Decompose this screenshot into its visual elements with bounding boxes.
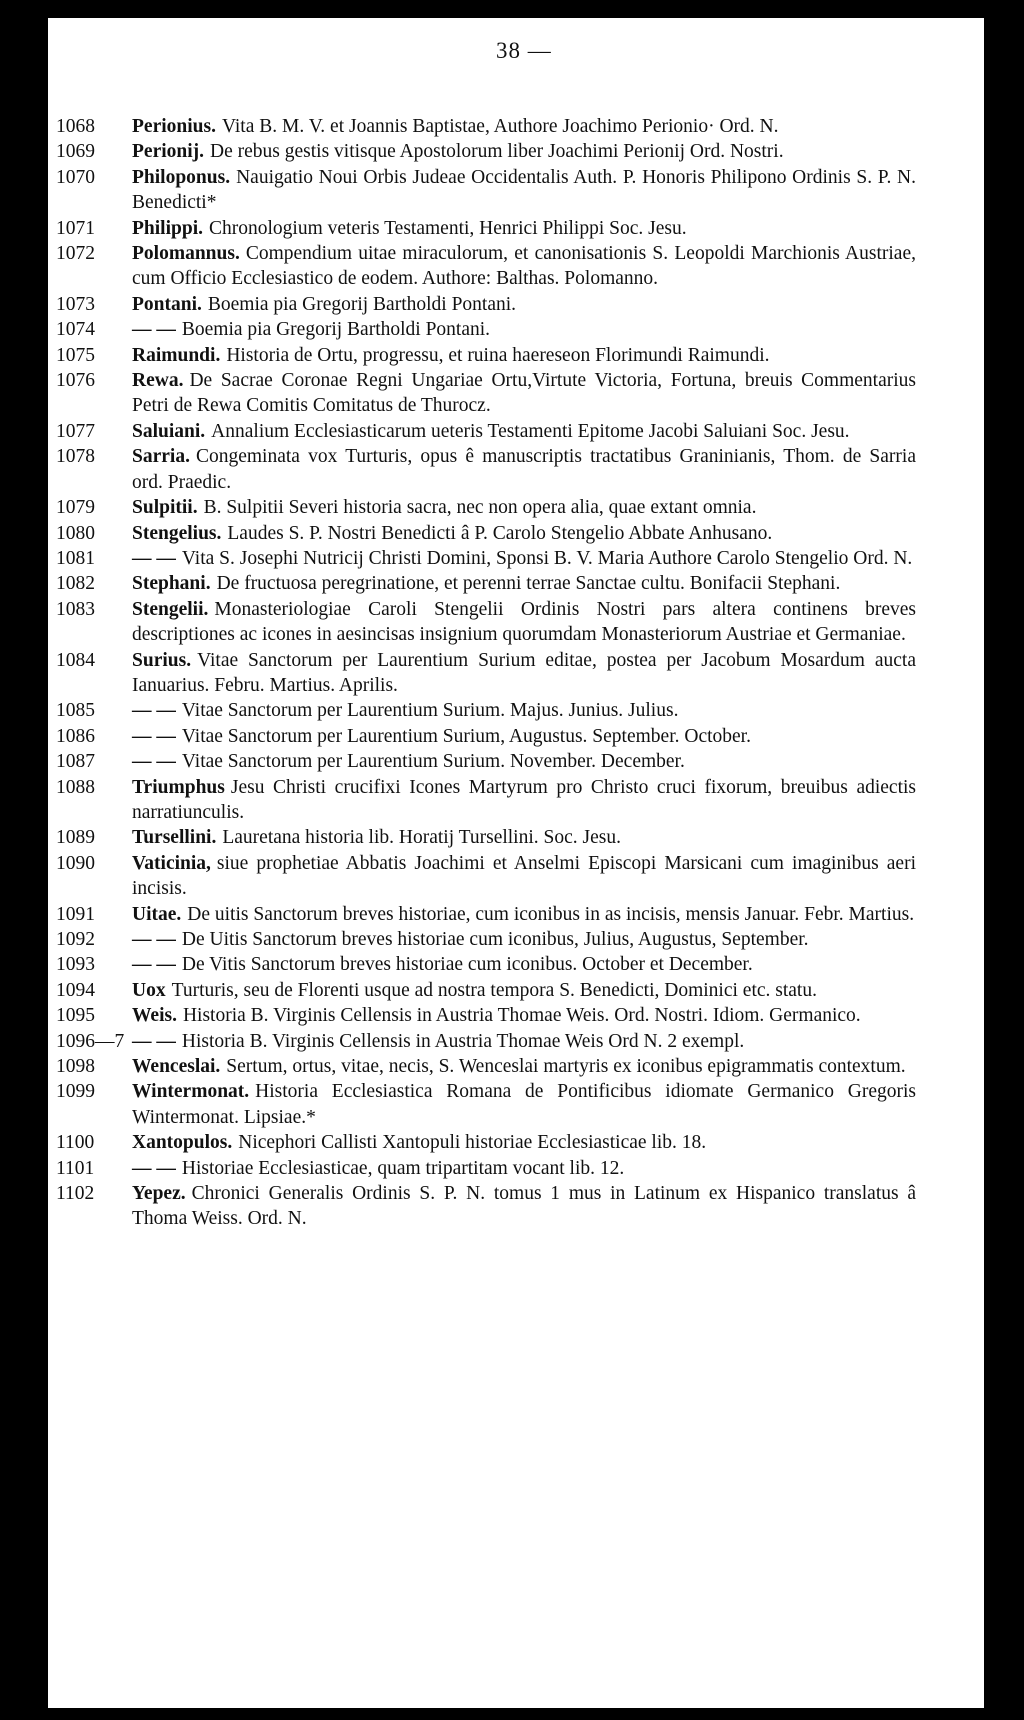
- entry-title: Compendium uitae miraculorum, et canonisationis S. Leopoldi Marchionis Austriae, cum Officio Ecclesiastico de eodem. Authore: Balthas. Polomanno.: [132, 243, 916, 290]
- entry-body: [132, 952, 916, 977]
- entry-title: De Sacrae Coronae Regni Ungariae Ortu,Virtute Victoria, Fortuna, breuis Commentarius Petri de Rewa Comitis Comitatus de Thurocz.: [132, 370, 916, 417]
- entry-body: [132, 1130, 916, 1155]
- entry-body: [132, 851, 916, 902]
- entry-author: Perionij.: [132, 141, 205, 163]
- catalog-entry: [56, 597, 916, 648]
- entry-title: Vita S. Josephi Nutricij Christi Domini, Sponsi B. V. Maria Authore Carolo Stengelio Ord. N.: [181, 547, 913, 569]
- entry-number: 1078: [56, 446, 95, 468]
- catalog-entry: [56, 114, 916, 139]
- catalog-entry: [56, 419, 916, 444]
- catalog-entry: [56, 1079, 916, 1130]
- entry-title: Jesu Christi crucifixi Icones Martyrum pro Christo cruci fixorum, breuibus adiectis narratiunculis.: [132, 776, 916, 823]
- entry-title: Boemia pia Gregorij Bartholdi Pontani.: [207, 293, 517, 315]
- catalog-entry: [56, 1029, 916, 1054]
- entry-body: [132, 775, 916, 826]
- catalog-entry: [56, 1130, 916, 1155]
- entry-author: Sarria.: [132, 446, 190, 468]
- entry-number: 1076: [56, 370, 95, 392]
- catalog-entry: [56, 749, 916, 774]
- entry-author: — —: [132, 547, 176, 569]
- catalog-entry: [56, 698, 916, 723]
- entry-body: [132, 927, 916, 952]
- entry-number: 1086: [56, 725, 95, 747]
- entry-body: [132, 902, 916, 927]
- entry-title: Annalium Ecclesiasticarum ueteris Testamenti Epitome Jacobi Saluiani Soc. Jesu.: [211, 420, 850, 442]
- entry-body: [132, 1156, 916, 1181]
- catalog-entry: [56, 495, 916, 520]
- entry-number: 1091: [56, 903, 95, 925]
- entry-body: [132, 495, 916, 520]
- entry-body: [132, 368, 916, 419]
- catalog-entry: [56, 1054, 916, 1079]
- catalog-entry: [56, 546, 916, 571]
- entry-author: Stengelii.: [132, 598, 209, 620]
- entry-number: 1089: [56, 827, 95, 849]
- entry-author: Philippi.: [132, 217, 203, 239]
- entry-title: Historia Ecclesiastica Romana de Pontificibus idiomate Germanico Gregoris Wintermonat. Lipsiae.*: [132, 1081, 916, 1128]
- entry-body: [132, 343, 916, 368]
- catalog-entry: [56, 368, 916, 419]
- entry-title: Historia B. Virginis Cellensis in Austria Thomae Weis. Ord. Nostri. Idiom. Germanico.: [182, 1005, 861, 1027]
- entry-body: [132, 419, 916, 444]
- entry-title: Historiae Ecclesiasticae, quam tripartitam vocant lib. 12.: [181, 1157, 625, 1179]
- entry-title: Lauretana historia lib. Horatij Tursellini. Soc. Jesu.: [222, 827, 621, 849]
- entry-title: Turturis, seu de Florenti usque ad nostra tempora S. Benedicti, Dominici etc. statu.: [171, 979, 817, 1001]
- entry-author: Weis.: [132, 1005, 177, 1027]
- entry-author: Pontani.: [132, 293, 202, 315]
- entry-body: [132, 978, 916, 1003]
- entry-title: Nauigatio Noui Orbis Judeae Occidentalis Auth. P. Honoris Philipono Ordinis S. P. N. Benedicti*: [132, 166, 916, 214]
- entry-body: [132, 724, 916, 749]
- entry-body: [132, 241, 916, 292]
- entry-title: Laudes S. P. Nostri Benedicti â P. Carolo Stengelio Abbate Anhusano.: [227, 522, 773, 544]
- entry-number: 1085: [56, 700, 95, 722]
- entry-title: Vitae Sanctorum per Laurentium Surium. November. December.: [181, 751, 685, 773]
- entry-number: 1096—7: [56, 1030, 125, 1052]
- catalog-entry: [56, 292, 916, 317]
- entry-author: Wintermonat.: [132, 1081, 250, 1103]
- catalog-entry: [56, 1181, 916, 1232]
- entry-title: siue prophetiae Abbatis Joachimi et Anselmi Episcopi Marsicani cum imaginibus aeri incisis.: [132, 852, 916, 900]
- entry-number: 1087: [56, 751, 95, 773]
- entry-author: Uox: [132, 979, 166, 1001]
- entry-title: Vitae Sanctorum per Laurentium Surium, Augustus. September. October.: [181, 725, 751, 747]
- page-number: 38 —: [496, 38, 552, 63]
- entry-number: 1070: [56, 166, 95, 188]
- entry-author: Rewa.: [132, 370, 184, 392]
- entry-title: Boemia pia Gregorij Bartholdi Pontani.: [181, 319, 491, 341]
- entry-title: De Vitis Sanctorum breves historiae cum iconibus. October et December.: [181, 954, 753, 976]
- entry-number: 1099: [56, 1081, 95, 1103]
- entry-title: Monasteriologiae Caroli Stengelii Ordinis Nostri pars altera continens breves descriptiones ac icones in aesincisas insignium quorumdam Monasteriorum Austriae et Germaniae.: [132, 598, 916, 646]
- entry-number: 1098: [56, 1056, 95, 1078]
- catalog-entry: [56, 648, 916, 699]
- entry-title: Vita B. M. V. et Joannis Baptistae, Authore Joachimo Perionio· Ord. N.: [221, 116, 779, 137]
- entry-body: [132, 216, 916, 241]
- entry-author: Triumphus: [132, 776, 225, 798]
- catalog-entry: [56, 952, 916, 977]
- entry-author: Surius.: [132, 649, 192, 671]
- entry-number: 1081: [56, 547, 95, 569]
- entry-number: 1074: [56, 319, 95, 341]
- catalog-entry: [56, 571, 916, 596]
- entry-number: 1073: [56, 293, 95, 315]
- entry-title: De Uitis Sanctorum breves historiae cum iconibus, Julius, Augustus, September.: [181, 929, 809, 950]
- catalog-entry: [56, 165, 916, 216]
- entry-number: 1075: [56, 344, 95, 366]
- entry-title: Vitae Sanctorum per Laurentium Surium. Majus. Junius. Julius.: [181, 700, 679, 722]
- entry-title: Congeminata vox Turturis, opus ê manuscriptis tractatibus Graninianis, Thom. de Sarria ord. Praedic.: [132, 446, 916, 493]
- catalog-entry: [56, 927, 916, 952]
- entry-body: [132, 1054, 916, 1079]
- entry-number: 1084: [56, 649, 95, 671]
- entry-title: Sertum, ortus, vitae, necis, S. Wenceslai martyris ex iconibus epigrammatis contextum.: [226, 1056, 906, 1078]
- entry-author: — —: [132, 700, 176, 722]
- entry-body: [132, 1003, 916, 1028]
- entry-body: [132, 648, 916, 699]
- entry-body: [132, 1079, 916, 1130]
- catalog-entry: [56, 1003, 916, 1028]
- entry-author: Philoponus.: [132, 166, 231, 188]
- entry-title: De fructuosa peregrinatione, et perenni terrae Sanctae cultu. Bonifacii Stephani.: [216, 573, 841, 595]
- entry-number: 1080: [56, 522, 95, 544]
- catalog-entry: [56, 825, 916, 850]
- catalog-entry: [56, 1156, 916, 1181]
- entry-number: 1068: [56, 116, 95, 137]
- entry-body: [132, 114, 916, 139]
- catalog-entry: [56, 902, 916, 927]
- entry-number: 1082: [56, 573, 95, 595]
- entry-author: — —: [132, 751, 176, 773]
- entry-body: [132, 292, 916, 317]
- entry-author: Xantopulos.: [132, 1132, 233, 1154]
- entry-body: [132, 698, 916, 723]
- entry-author: Yepez.: [132, 1183, 186, 1205]
- catalog-entry: [56, 317, 916, 342]
- entry-number: 1083: [56, 598, 95, 620]
- entry-author: — —: [132, 725, 176, 747]
- entry-author: — —: [132, 319, 176, 341]
- catalog-entry: [56, 139, 916, 164]
- entry-number: 1100: [56, 1132, 95, 1154]
- entry-number: 1090: [56, 852, 95, 874]
- entry-body: [132, 521, 916, 546]
- catalog-entry: [56, 775, 916, 826]
- entry-author: Sulpitii.: [132, 497, 198, 519]
- catalog-entry: [56, 444, 916, 495]
- entry-body: [132, 571, 916, 596]
- entry-list: [56, 114, 916, 1232]
- entry-number: 1079: [56, 497, 95, 519]
- entry-number: 1077: [56, 420, 95, 442]
- entry-number: 1094: [56, 979, 95, 1001]
- entry-number: 1095: [56, 1005, 95, 1027]
- entry-number: 1093: [56, 954, 95, 976]
- entry-author: Tursellini.: [132, 827, 217, 849]
- entry-title: Chronici Generalis Ordinis S. P. N. tomus 1 mus in Latinum ex Hispanico translatus â Thoma Weiss. Ord. N.: [132, 1183, 916, 1230]
- entry-body: [132, 1029, 916, 1054]
- entry-number: 1072: [56, 243, 95, 265]
- entry-title: B. Sulpitii Severi historia sacra, nec non opera alia, quae extant omnia.: [203, 497, 757, 519]
- entry-body: [132, 444, 916, 495]
- catalog-entry: [56, 343, 916, 368]
- entry-body: [132, 749, 916, 774]
- entry-author: — —: [132, 1157, 176, 1179]
- entry-author: Stephani.: [132, 573, 211, 595]
- entry-number: 1069: [56, 141, 95, 163]
- entry-number: 1101: [56, 1157, 95, 1179]
- entry-author: Uitae.: [132, 903, 182, 925]
- entry-body: [132, 317, 916, 342]
- entry-number: 1071: [56, 217, 95, 239]
- entry-title: Historia de Ortu, progressu, et ruina haereseon Florimundi Raimundi.: [226, 344, 770, 366]
- entry-body: [132, 825, 916, 850]
- entry-title: Chronologium veteris Testamenti, Henrici Philippi Soc. Jesu.: [209, 217, 687, 239]
- entry-author: — —: [132, 1030, 176, 1052]
- entry-number: 1088: [56, 776, 95, 798]
- entry-body: [132, 597, 916, 648]
- catalog-entry: [56, 241, 916, 292]
- entry-author: Raimundi.: [132, 344, 221, 366]
- entry-author: Vaticinia,: [132, 852, 211, 874]
- entry-author: Wenceslai.: [132, 1056, 221, 1078]
- catalog-page: [48, 18, 984, 1708]
- entry-body: [132, 1181, 916, 1232]
- entry-author: — —: [132, 929, 176, 950]
- catalog-entry: [56, 978, 916, 1003]
- entry-number: 1102: [56, 1183, 95, 1205]
- entry-body: [132, 165, 916, 216]
- entry-title: De uitis Sanctorum breves historiae, cum iconibus in as incisis, mensis Januar. Febr. Martius.: [187, 903, 915, 925]
- entry-author: — —: [132, 954, 176, 976]
- entry-body: [132, 546, 916, 571]
- entry-author: Perionius.: [132, 116, 216, 137]
- entry-body: [132, 139, 916, 164]
- entry-title: Vitae Sanctorum per Laurentium Surium editae, postea per Jacobum Mosardum aucta Ianuarius. Febru. Martius. Aprilis.: [132, 649, 916, 696]
- entry-author: Stengelius.: [132, 522, 222, 544]
- entry-author: Saluiani.: [132, 420, 206, 442]
- catalog-entry: [56, 216, 916, 241]
- entry-number: 1092: [56, 929, 95, 950]
- catalog-entry: [56, 724, 916, 749]
- entry-title: De rebus gestis vitisque Apostolorum liber Joachimi Perionij Ord. Nostri.: [210, 141, 784, 163]
- entry-title: Historia B. Virginis Cellensis in Austria Thomae Weis Ord N. 2 exempl.: [181, 1030, 745, 1052]
- entry-title: Nicephori Callisti Xantopuli historiae Ecclesiasticae lib. 18.: [238, 1132, 707, 1154]
- catalog-entry: [56, 851, 916, 902]
- catalog-entry: [56, 521, 916, 546]
- entry-author: Polomannus.: [132, 243, 240, 265]
